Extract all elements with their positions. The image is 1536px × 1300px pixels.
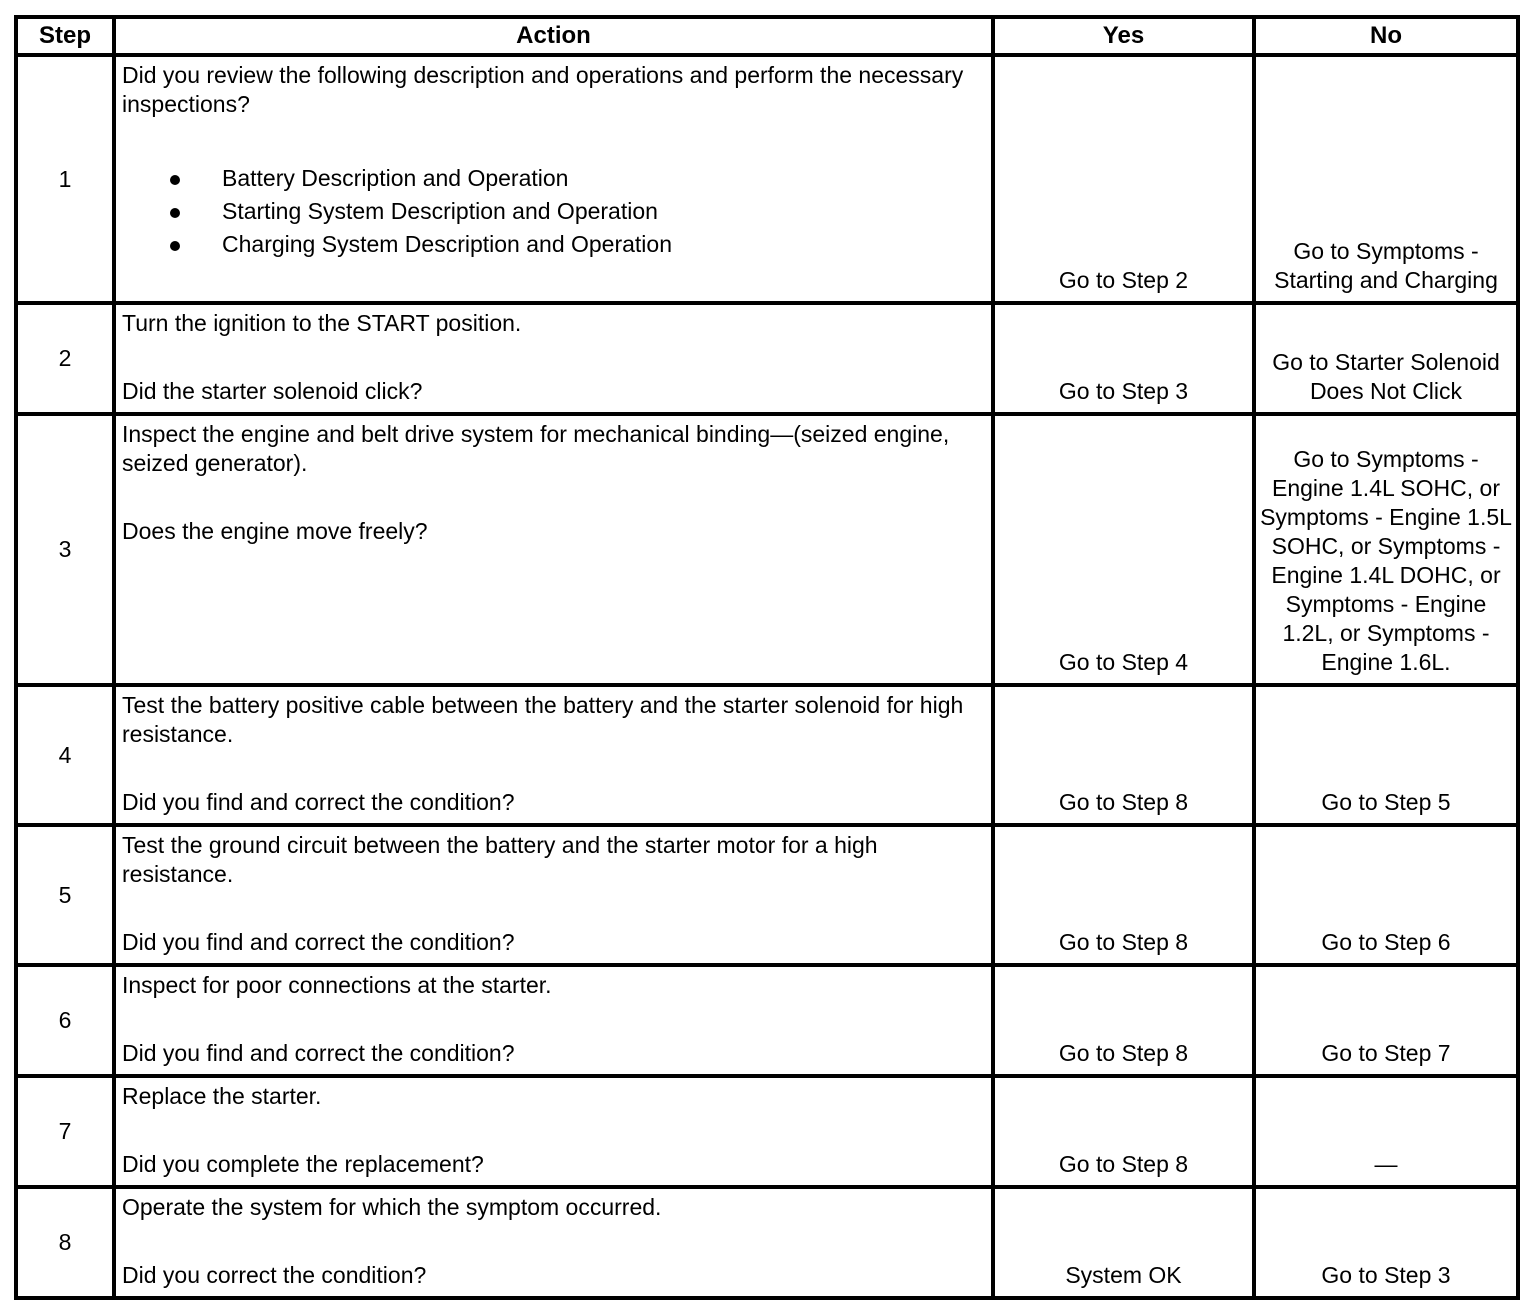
step-number: 7 [16, 1076, 114, 1187]
yes-outcome: Go to Step 4 [993, 414, 1254, 685]
yes-outcome: Go to Step 8 [993, 965, 1254, 1076]
no-outcome: Go to Step 6 [1254, 825, 1518, 965]
no-outcome: Go to Step 7 [1254, 965, 1518, 1076]
step-number: 4 [16, 685, 114, 825]
action-cell [114, 1187, 993, 1298]
no-outcome: Go to Symptoms - Starting and Charging [1254, 55, 1518, 303]
step-number: 8 [16, 1187, 114, 1298]
header-action: Action [114, 17, 993, 55]
action-instruction: Turn the ignition to the START position. [122, 310, 522, 336]
action-cell [114, 965, 993, 1076]
table-row [16, 1187, 1518, 1298]
step-number: 2 [16, 303, 114, 414]
no-outcome: Go to Starter Solenoid Does Not Click [1254, 303, 1518, 414]
bullet-icon [170, 208, 180, 218]
no-outcome: — [1254, 1076, 1518, 1187]
action-instruction: Replace the starter. [122, 1083, 322, 1109]
bullet-icon [170, 241, 180, 251]
action-instruction: Inspect the engine and belt drive system for mechanical binding—(seized engine, seized generator). [122, 421, 950, 476]
list-item: Charging System Description and Operation [170, 228, 987, 261]
no-outcome: Go to Step 3 [1254, 1187, 1518, 1298]
header-no: No [1254, 17, 1518, 55]
table-row [16, 55, 1518, 303]
header-row [16, 17, 1518, 55]
action-question: Did you find and correct the condition? [122, 929, 515, 955]
list-item: Battery Description and Operation [170, 162, 987, 195]
action-question: Did you complete the replacement? [122, 1151, 484, 1177]
table-row [16, 303, 1518, 414]
yes-outcome: Go to Step 8 [993, 825, 1254, 965]
action-instruction: Test the battery positive cable between the battery and the starter solenoid for high resistance. [122, 692, 964, 747]
table-row [16, 414, 1518, 685]
action-cell [114, 414, 993, 685]
yes-outcome: Go to Step 8 [993, 1076, 1254, 1187]
action-cell [114, 55, 993, 303]
yes-outcome: System OK [993, 1187, 1254, 1298]
action-instruction: Operate the system for which the symptom occurred. [122, 1194, 662, 1220]
action-cell [114, 825, 993, 965]
header-step: Step [16, 17, 114, 55]
no-outcome: Go to Step 5 [1254, 685, 1518, 825]
yes-outcome: Go to Step 3 [993, 303, 1254, 414]
yes-outcome: Go to Step 2 [993, 55, 1254, 303]
step-number: 3 [16, 414, 114, 685]
action-cell [114, 685, 993, 825]
header-yes: Yes [993, 17, 1254, 55]
table-row [16, 1076, 1518, 1187]
action-cell [114, 303, 993, 414]
action-question: Did you find and correct the condition? [122, 1040, 515, 1066]
table-row [16, 825, 1518, 965]
diagnostic-table [14, 15, 1520, 1300]
list-item: Starting System Description and Operation [170, 195, 987, 228]
action-question: Does the engine move freely? [122, 518, 428, 544]
step-number: 6 [16, 965, 114, 1076]
yes-outcome: Go to Step 8 [993, 685, 1254, 825]
action-question: Did you correct the condition? [122, 1262, 427, 1288]
step-number: 1 [16, 55, 114, 303]
action-instruction: Test the ground circuit between the battery and the starter motor for a high resistance. [122, 832, 878, 887]
step-number: 5 [16, 825, 114, 965]
action-cell [114, 1076, 993, 1187]
action-question: Did you find and correct the condition? [122, 789, 515, 815]
action-question: Did you review the following description and operations and perform the necessary inspections? [122, 62, 964, 117]
table-row [16, 965, 1518, 1076]
inspection-list [122, 162, 987, 261]
action-question: Did the starter solenoid click? [122, 378, 423, 404]
action-instruction: Inspect for poor connections at the starter. [122, 972, 552, 998]
bullet-icon [170, 175, 180, 185]
no-outcome: Go to Symptoms - Engine 1.4L SOHC, or Symptoms - Engine 1.5L SOHC, or Symptoms - Engine 1.4L DOHC, or Symptoms - Engine 1.2L, or Symptoms - Engine 1.6L. [1254, 414, 1518, 685]
table-row [16, 685, 1518, 825]
